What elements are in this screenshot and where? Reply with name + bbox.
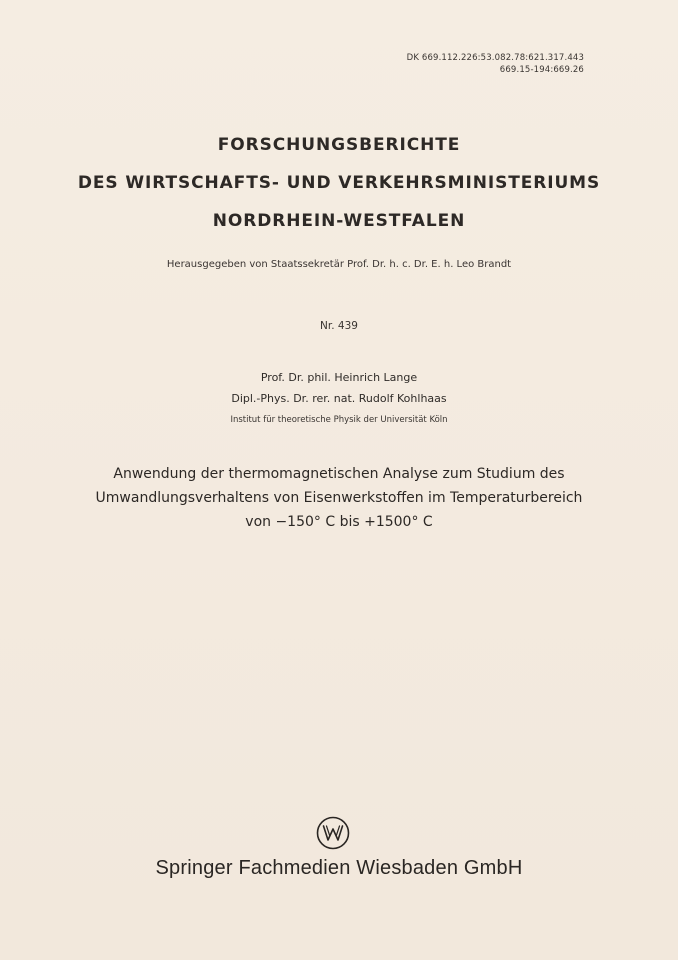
- classification-line-1: DK 669.112.226:53.082.78:621.317.443: [406, 53, 584, 63]
- editor-line: Herausgegeben von Staatssekretär Prof. Dr. h. c. Dr. E. h. Leo Brandt: [166, 259, 512, 270]
- classification-line-2: 669.15-194:669.26: [499, 65, 584, 75]
- report-title-line-3: von −150° C bis +1500° C: [245, 514, 433, 530]
- report-number: Nr. 439: [320, 320, 358, 332]
- report-title: [0, 462, 678, 534]
- classification-code: [407, 52, 584, 76]
- publisher-name: Springer Fachmedien Wiesbaden GmbH: [155, 857, 523, 879]
- report-title-line-2: Umwandlungsverhaltens von Eisenwerkstoffen im Temperaturbereich: [95, 490, 583, 506]
- springer-vieweg-logo-icon: [315, 815, 351, 851]
- institute-line: Institut für theoretische Physik der Universität Köln: [230, 415, 448, 425]
- author-2: Dipl.-Phys. Dr. rer. nat. Rudolf Kohlhaas: [231, 392, 447, 405]
- report-title-line-1: Anwendung der thermomagnetischen Analyse zum Studium des: [113, 466, 565, 482]
- series-title: [0, 126, 678, 240]
- author-list: [0, 367, 678, 409]
- series-title-line-2: DES WIRTSCHAFTS- UND VERKEHRSMINISTERIUMS: [77, 173, 601, 193]
- series-title-line-1: FORSCHUNGSBERICHTE: [217, 135, 461, 155]
- author-1: Prof. Dr. phil. Heinrich Lange: [260, 371, 418, 384]
- series-title-line-3: NORDRHEIN-WESTFALEN: [212, 211, 466, 231]
